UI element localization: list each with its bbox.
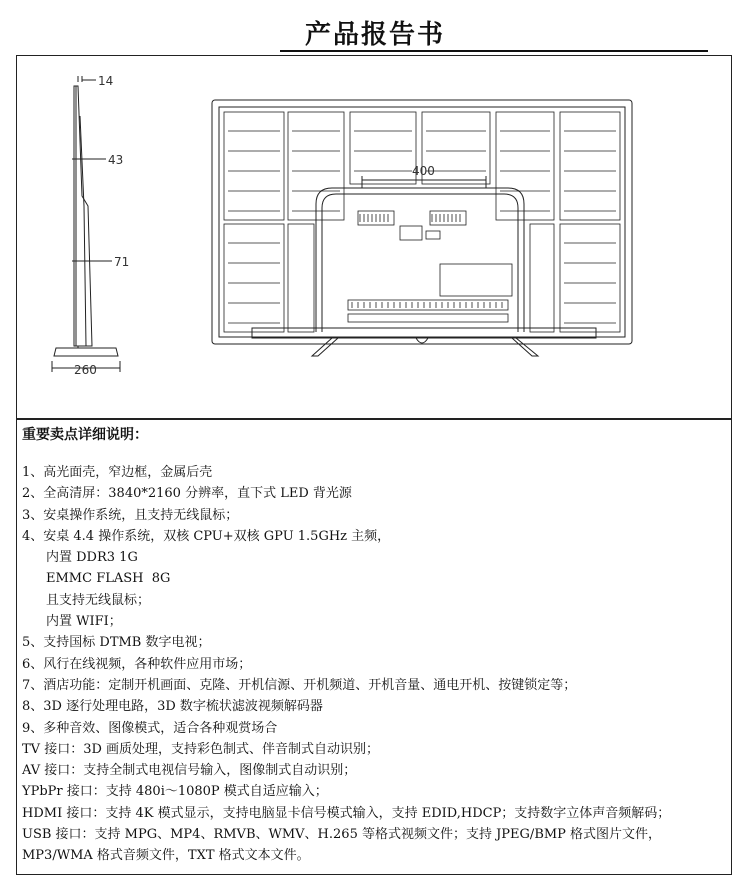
spec-line: TV 接口：3D 画质处理，支持彩色制式、伴音制式自动识别；: [22, 741, 380, 757]
spec-line: 且支持无线鼠标；: [46, 592, 151, 608]
rear-panel-view: [212, 100, 632, 356]
title-underline: [280, 50, 708, 52]
spec-line: 6、风行在线视频，各种软件应用市场；: [22, 656, 252, 672]
spec-line: 2、全高清屏：3840*2160 分辨率，直下式 LED 背光源: [22, 486, 352, 502]
dim-label-mid-depth: 43: [108, 153, 124, 167]
side-profile-view: [52, 76, 120, 372]
selling-points-heading: 重要卖点详细说明：: [22, 427, 148, 443]
spec-line: 内置 WIFI；: [46, 614, 122, 630]
spec-line: YPbPr 接口：支持 480i～1080P 模式自适应输入；: [22, 784, 328, 800]
spec-line: 4、安桌 4.4 操作系统，双核 CPU+双核 GPU 1.5GHz 主频，: [22, 528, 391, 544]
spec-line: 1、高光面壳，窄边框，金属后壳: [22, 465, 213, 480]
spec-line: AV 接口：支持全制式电视信号输入，图像制式自动识别；: [22, 763, 357, 779]
section-divider: [16, 418, 732, 420]
document-title: 产品报告书: [304, 20, 445, 50]
tv-technical-drawing: [16, 56, 732, 418]
spec-line: 5、支持国标 DTMB 数字电视；: [22, 635, 211, 651]
spec-line: USB 接口：支持 MPG、MP4、RMVB、WMV、H.265 等格式视频文件；支持 JPEG/BMP 格式图片文件， MP3/WMA 格式音频文件，TXT 格式文本文件。: [22, 827, 666, 864]
spec-line: 7、酒店功能：定制开机画面、克隆、开机信源、开机频道、开机音量、通电开机、按键锁定等；: [22, 677, 577, 693]
dim-label-stand-depth: 260: [74, 363, 97, 377]
dim-label-stand-spacing: 400: [412, 164, 435, 178]
spec-line: 9、多种音效、图像模式，适合各种观赏场合: [22, 720, 278, 736]
spec-line: 3、安桌操作系统，且支持无线鼠标；: [22, 507, 239, 523]
dim-label-top-depth: 14: [98, 74, 114, 88]
spec-line: 8、3D 逐行处理电路，3D 数字梳状滤波视频解码器: [22, 699, 323, 715]
rear-grid-panels: [224, 112, 620, 332]
spec-line: HDMI 接口：支持 4K 模式显示，支持电脑显卡信号模式输入，支持 EDID,HDCP；支持数字立体声音频解码；: [22, 805, 671, 821]
selling-points-list: [22, 462, 732, 867]
spec-line: EMMC FLASH 8G: [46, 571, 171, 587]
dim-label-bottom-depth: 71: [114, 255, 130, 269]
spec-line: 内置 DDR3 1G: [46, 550, 138, 566]
